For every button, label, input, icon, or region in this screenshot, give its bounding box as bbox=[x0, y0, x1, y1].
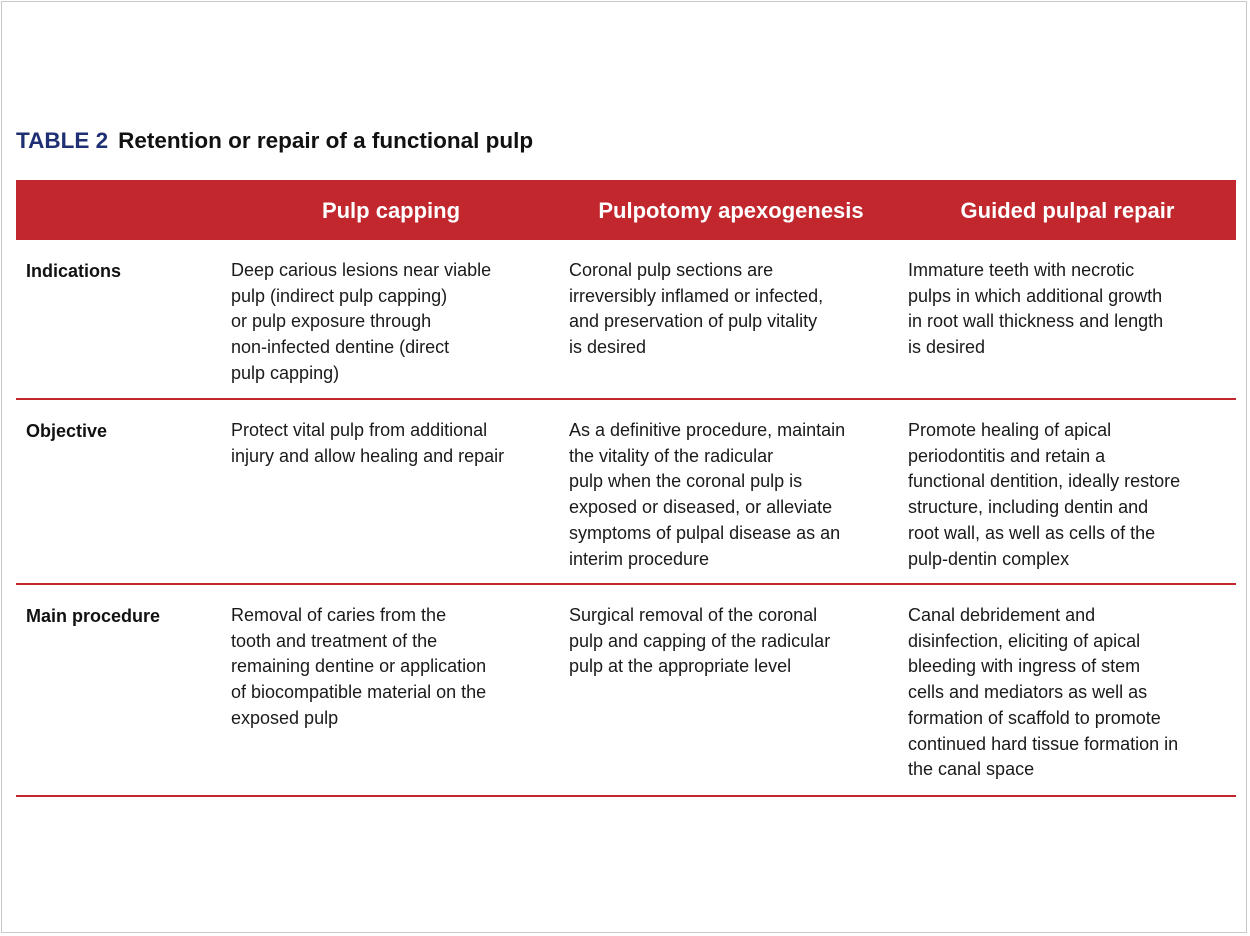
table-header-row bbox=[16, 180, 1236, 240]
cell-objective-guided-repair: Promote healing of apical periodontitis and retain a functional dentition, ideally restore structure, including dentin and root wall, as well as cells of the pulp-dentin complex bbox=[908, 420, 1181, 569]
cell-procedure-pulpotomy: Surgical removal of the coronal pulp and capping of the radicular pulp at the appropriate level bbox=[569, 605, 831, 677]
row-label-indications: Indications bbox=[26, 261, 122, 281]
column-header-guided-pulpal-repair: Guided pulpal repair bbox=[960, 198, 1175, 223]
table-row-main-procedure bbox=[16, 585, 1236, 797]
cell-procedure-guided-repair: Canal debridement and disinfection, eliciting of apical bleeding with ingress of stem cells and mediators as well as formation of scaffold to promote continued hard tissue formation in the canal space bbox=[908, 605, 1179, 780]
table-number-label: TABLE 2 bbox=[16, 128, 109, 153]
table-row-indications bbox=[16, 240, 1236, 400]
comparison-table bbox=[16, 180, 1236, 797]
cell-indications-pulpotomy: Coronal pulp sections are irreversibly inflamed or infected, and preservation of pulp vitality is desired bbox=[569, 260, 824, 358]
row-label-main-procedure: Main procedure bbox=[26, 606, 161, 626]
cell-procedure-pulp-capping: Removal of caries from the tooth and treatment of the remaining dentine or application of biocompatible material on the exposed pulp bbox=[231, 605, 487, 728]
table-title bbox=[16, 126, 533, 156]
page-frame bbox=[1, 1, 1247, 933]
column-header-pulpotomy-apexogenesis: Pulpotomy apexogenesis bbox=[598, 198, 864, 223]
cell-objective-pulp-capping: Protect vital pulp from additional injury and allow healing and repair bbox=[231, 420, 505, 466]
column-header-pulp-capping: Pulp capping bbox=[321, 198, 461, 223]
cell-indications-guided-repair: Immature teeth with necrotic pulps in which additional growth in root wall thickness and length is desired bbox=[908, 260, 1164, 358]
table-row-objective bbox=[16, 400, 1236, 585]
table-title-text: Retention or repair of a functional pulp bbox=[118, 128, 534, 153]
cell-objective-pulpotomy: As a definitive procedure, maintain the vitality of the radicular pulp when the coronal pulp is exposed or diseased, or alleviate symptoms of pulpal disease as an interim procedure bbox=[569, 420, 846, 569]
cell-indications-pulp-capping: Deep carious lesions near viable pulp (indirect pulp capping) or pulp exposure through non-infected dentine (direct pulp capping) bbox=[231, 260, 492, 383]
row-label-objective: Objective bbox=[26, 421, 108, 441]
